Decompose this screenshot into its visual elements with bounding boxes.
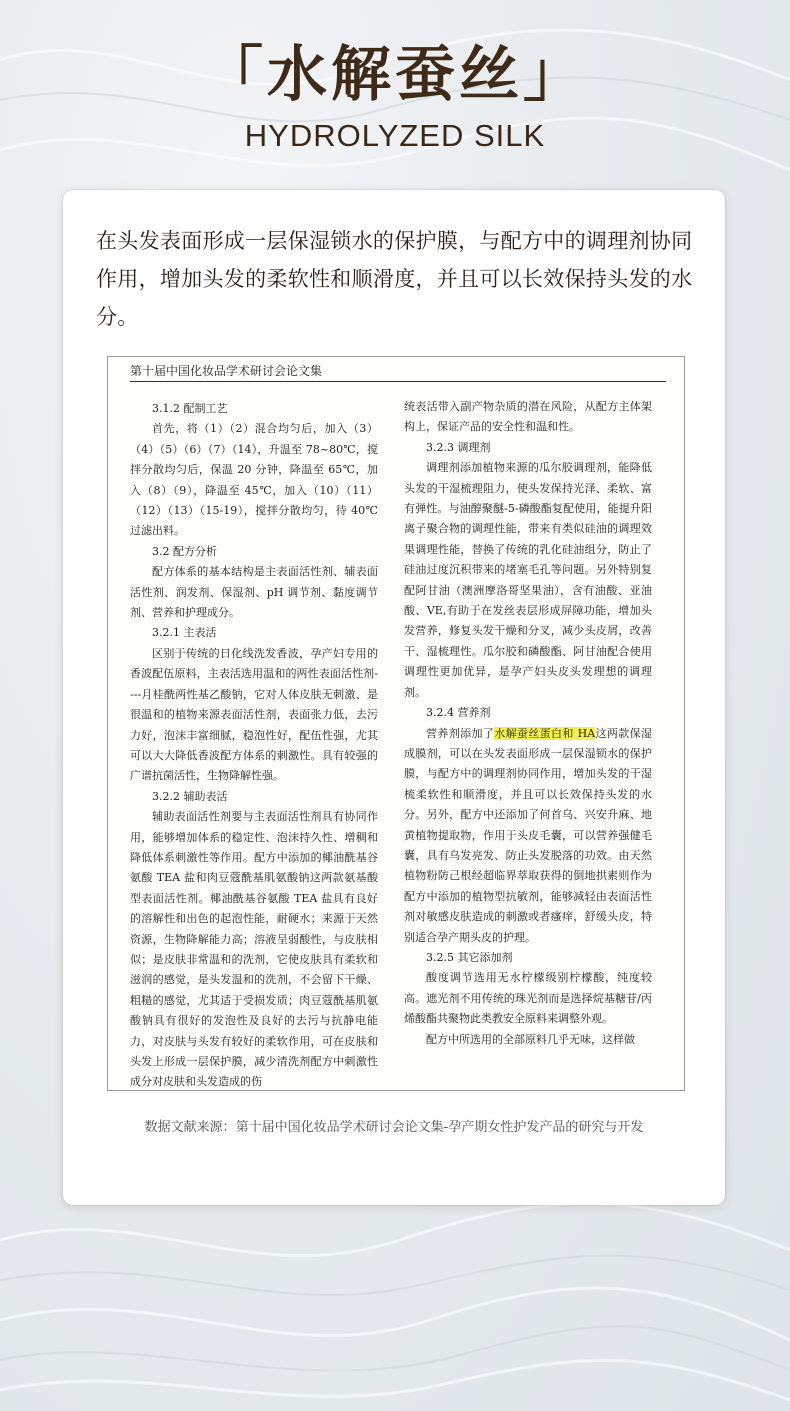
- paper-running-header: 第十届中国化妆品学术研讨会论文集: [130, 361, 666, 382]
- paragraph: 区别于传统的日化线洗发香波，孕产妇专用的香波配伍原料，主表活选用温和的两性表面活性剂----月桂酰两性基乙酸钠，它对人体皮肤无刺激、是很温和的植物来源表面活性剂，表面张力低，去污力好，泡沫丰富细腻，稳泡性好，配伍性强，尤其可以大大降低香波配方体系的刺激性。具有较强的广谱抗菌活性，生物降解性强。: [130, 646, 378, 783]
- highlighted-text: 水解蚕丝蛋白和 HA: [494, 726, 596, 740]
- paper-excerpt-image: [107, 356, 685, 1091]
- text-run: 这两款保湿成膜剂，可以在头发表面形成一层保湿锁水的保护膜，与配方中的调理剂协同作用，增加头发的干湿梳柔软性和顺滑度，并且可以长效保持头发的水分。另外，配方中还添加了何首乌、兴安升麻、地黄植物提取物，作用于头皮毛囊，可以营养强健毛囊，具有乌发亮发、防止头发脱落的功效。由天然植物粉防己根经超临界萃取获得的倒地拱素则作为配方中添加的植物型抗敏剂，能够减轻由表面活性剂对敏感皮肤造成的刺激或者瘙痒，舒缓头皮，特别适合孕产期头皮的护理。: [404, 726, 653, 944]
- section-heading: 3.2.3 调理剂: [426, 440, 491, 454]
- paragraph-nutrient: [404, 724, 652, 948]
- page-subtitle: HYDROLYZED SILK: [244, 118, 546, 153]
- paragraph: 配方中所选用的全部原料几乎无味，这样做: [426, 1032, 635, 1046]
- section-heading: 3.2.4 营养剂: [426, 706, 491, 720]
- section-heading: 3.1.2 配制工艺: [152, 402, 228, 415]
- text-run: 营养剂添加了: [426, 726, 495, 740]
- paper-right-column: [404, 397, 652, 1050]
- lead-paragraph: 在头发表面形成一层保湿锁水的保护膜，与配方中的调理剂协同作用，增加头发的柔软性和顺滑度，并且可以长效保持头发的水分。: [96, 229, 693, 329]
- paragraph: 辅助表面活性剂要与主表面活性剂具有协同作用，能够增加体系的稳定性、泡沫持久性、增稠和降低体系刺激性等作用。配方中添加的椰油酰基谷氨酸 TEA 盐和肉豆蔻酰基肌氨酸钠这两款氨基酸型表面活性剂。椰油酰基谷氨酸 TEA 盐具有良好的溶解性和出色的起泡性能，耐硬水；来源于天然资源，生物降解能力高；溶液呈弱酸性，与皮肤相似；是皮肤非常温和的洗剂，它使皮肤具有柔软和滋润的感觉，是头发温和的洗剂，不会留下干燥、粗糙的感觉，尤其适于受损发质；肉豆蔻酰基肌氨酸钠具有很好的发泡性及良好的去污与抗静电能力，对皮肤与头发有较好的柔软作用，可在皮肤和头发上形成一层保护膜，减少清洗剂配方中刺激性成分对皮肤和头发造成的伤: [130, 810, 378, 1089]
- paper-left-column: [130, 399, 378, 1093]
- section-heading: 3.2.1 主表活: [152, 626, 217, 640]
- title-block: [0, 40, 790, 154]
- section-heading: 3.2 配方分析: [152, 544, 217, 558]
- paragraph: 配方体系的基本结构是主表面活性剂、辅表面活性剂、润发剂、保湿剂、pH 调节剂、黏度调节剂、营养和护理成分。: [130, 565, 378, 620]
- page-title: 「水解蚕丝」: [203, 40, 587, 110]
- source-citation: 数据文献来源：第十届中国化妆品学术研讨会论文集-孕产期女性护发产品的研究与开发: [144, 1120, 644, 1135]
- paragraph: 调理剂添加植物来源的瓜尔胶调理剂，能降低头发的干湿梳理阻力，使头发保持光泽、柔软、富有弹性。与油醇聚醚-5-磷酸酯复配使用，能提升阳离子聚合物的调理性能，带来有类似硅油的调理效果调理性能，替换了传统的乳化硅油组分，防止了硅油过度沉积带来的堵塞毛孔等问题。另外特别复配阿甘油（澳洲摩洛哥坚果油），含有油酸、亚油酸、VE,有助于在发丝表层形成屏障功能，增加头发营养，修复头发干燥和分叉，减少头皮屑，改善干、湿梳理性。瓜尔胶和磷酸酯、阿甘油配合使用调理性更加优异，是孕产妇头皮头发理想的调理剂。: [404, 461, 652, 699]
- section-heading: 3.2.5 其它添加剂: [426, 950, 513, 964]
- paragraph: 统表活带入副产物杂质的潜在风险，从配方主体架构上，保证产品的安全性和温和性。: [404, 400, 652, 434]
- section-heading: 3.2.2 辅助表活: [152, 789, 228, 803]
- content-card: [63, 190, 725, 1205]
- paragraph: 酸度调节选用无水柠檬级别柠檬酸，纯度较高。遮光剂不用传统的珠光剂而是选择烷基糖苷/丙烯酸酯共聚物此类教安全原料来调整外观。: [404, 971, 652, 1026]
- paragraph: 首先，将（1）（2）混合均匀后，加入（3）（4）（5）（6）（7）（14），升温至 78~80℃，搅拌分散均匀后，保温 20 分钟，降温至 65℃，加入（8）（9），降温至 45℃，加入（10）（11）（12）（13）（15-19），搅拌分散均匀，待 40℃过滤出料。: [130, 422, 378, 538]
